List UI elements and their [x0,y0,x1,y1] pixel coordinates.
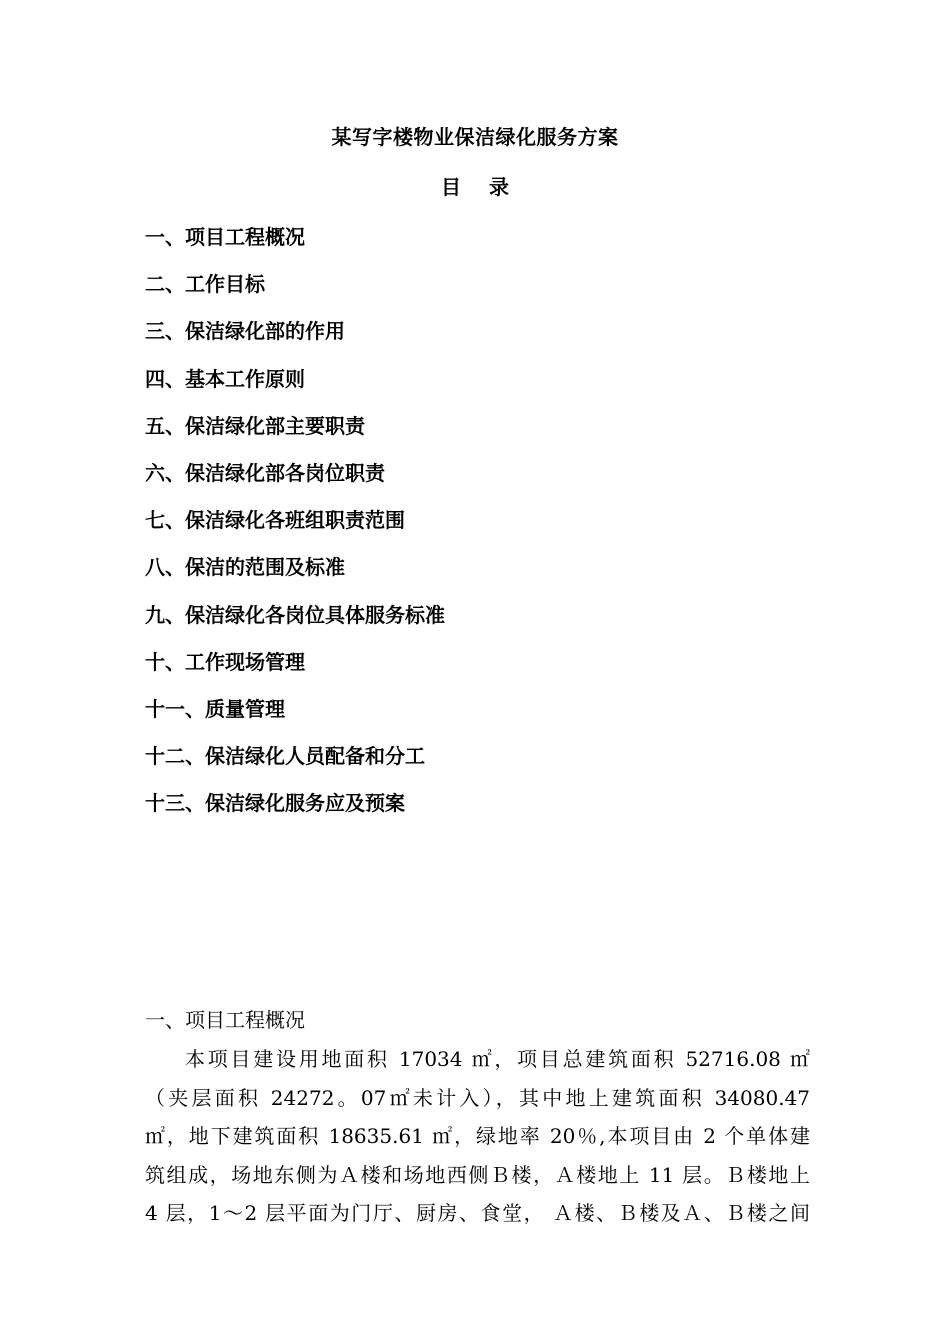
body-line: 4 层，1～2 层平面为门厅、厨房、食堂， Ａ楼、Ｂ楼及Ａ、Ｂ楼之间 [145,1201,810,1225]
body-line: （夹层面积 24272。07㎡未计入），其中地上建筑面积 34080.47 [145,1085,810,1110]
body-line: ㎡，地下建筑面积 18635.61 ㎡，绿地率 20％,本项目由 2 个单体建 [145,1124,810,1148]
toc-item: 九、保洁绿化各岗位具体服务标准 [145,602,445,627]
toc-item: 六、保洁绿化部各岗位职责 [145,460,385,485]
toc-item: 四、基本工作原则 [145,366,305,391]
toc-item: 八、保洁的范围及标准 [145,555,345,580]
table-of-contents [145,223,445,836]
toc-heading [0,173,950,201]
document-title: 某写字楼物业保洁绿化服务方案 [331,125,619,149]
body-line: 本项目建设用地面积 17034 ㎡，项目总建筑面积 52716.08 ㎡ [185,1047,810,1071]
toc-item: 七、保洁绿化各班组职责范围 [145,508,405,533]
toc-item: 一、项目工程概况 [145,225,305,249]
toc-item: 十一、质量管理 [145,696,285,721]
body-line: 筑组成，场地东侧为Ａ楼和场地西侧Ｂ楼，Ａ楼地上 11 层。Ｂ楼地上 [145,1162,810,1187]
section-heading: 一、项目工程概况 [145,1008,305,1032]
toc-item: 三、保洁绿化部的作用 [145,319,345,344]
toc-item: 十二、保洁绿化人员配备和分工 [145,744,425,769]
toc-item: 十三、保洁绿化服务应及预案 [145,791,405,816]
toc-heading-char-1: 目 [441,175,461,199]
toc-item: 二、工作目标 [145,272,265,297]
body-paragraph [145,1040,810,1233]
toc-item: 十、工作现场管理 [145,649,305,674]
toc-item: 五、保洁绿化部主要职责 [145,413,365,438]
toc-heading-char-2: 录 [489,175,509,199]
